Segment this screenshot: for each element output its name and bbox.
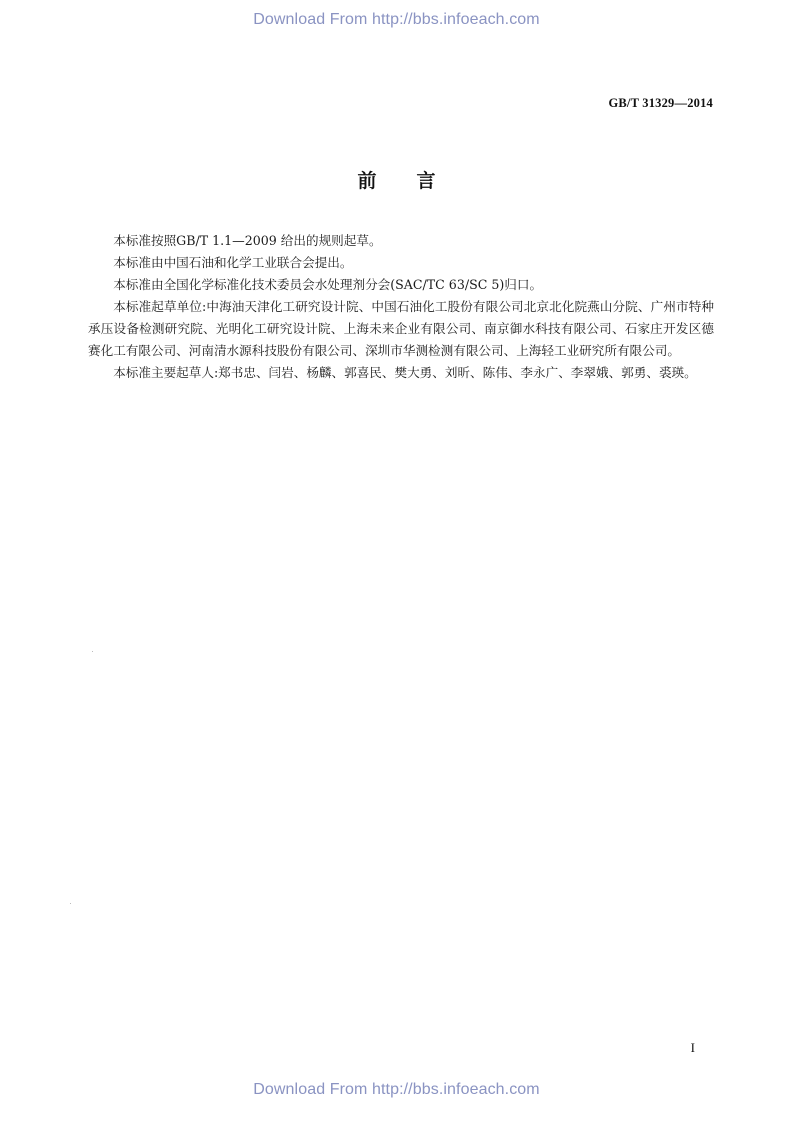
scan-speck	[70, 903, 71, 904]
paragraph-drafting-rules: 本标准按照GB/T 1.1—2009 给出的规则起草。	[113, 233, 382, 248]
scan-speck	[92, 651, 93, 652]
watermark-bottom[interactable]: Download From http://bbs.infoeach.com	[253, 1081, 540, 1098]
watermark-top[interactable]: Download From http://bbs.infoeach.com	[253, 11, 540, 28]
page-number: I	[690, 1040, 695, 1055]
paragraph-drafting-units: 本标准起草单位:中海油天津化工研究设计院、中国石油化工股份有限公司北京北化院燕山分院、广州市特种承压设备检测研究院、光明化工研究设计院、上海未来企业有限公司、南京御水科技有限公司、石家庄开发区德赛化工有限公司、河南清水源科技股份有限公司、深圳市华测检测有限公司、上海轻工业研究所有限公司。	[88, 299, 714, 358]
foreword-body	[88, 230, 714, 384]
section-title: 前言	[357, 170, 476, 192]
paragraph-centralized-unit: 本标准由全国化学标准化技术委员会水处理剂分会(SAC/TC 63/SC 5)归口。	[113, 277, 543, 292]
standard-code: GB/T 31329—2014	[608, 96, 713, 110]
paragraph-proposer: 本标准由中国石油和化学工业联合会提出。	[113, 255, 353, 270]
paragraph-main-drafters: 本标准主要起草人:郑书忠、闫岩、杨麟、郭喜民、樊大勇、刘昕、陈伟、李永广、李翠娥、郭勇、裘瑛。	[113, 365, 697, 380]
